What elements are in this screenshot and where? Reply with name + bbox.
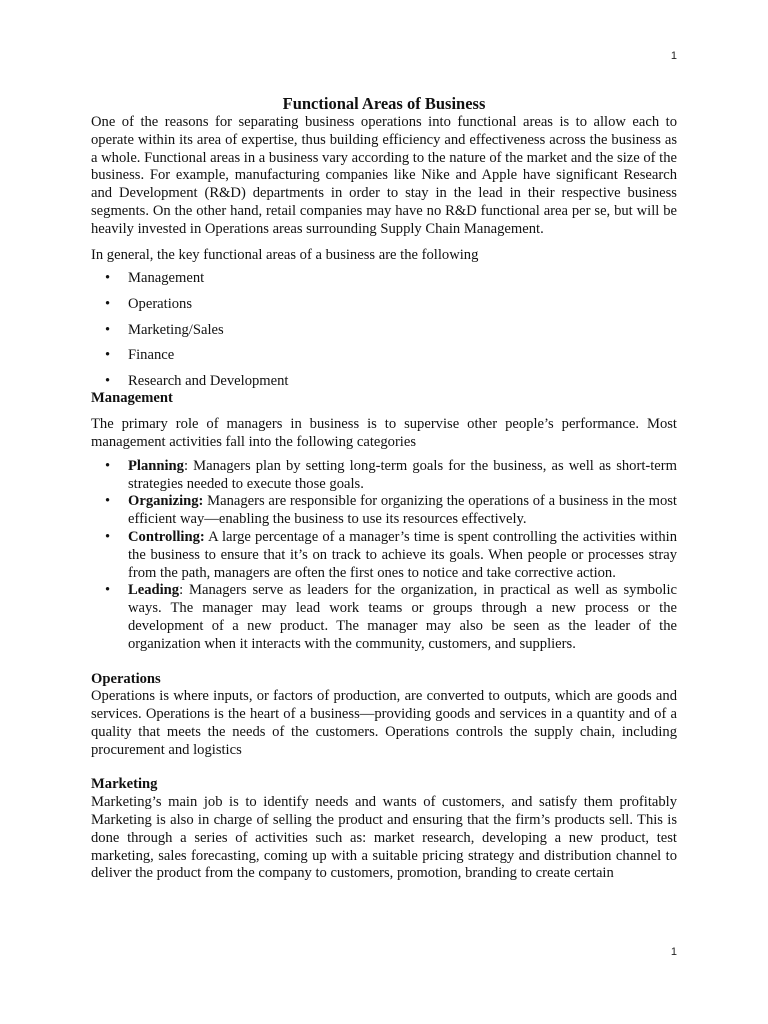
areas-lead-paragraph: In general, the key functional areas of a business are the following — [91, 246, 479, 263]
operations-heading: Operations — [91, 670, 161, 687]
intro-paragraph: One of the reasons for separating business operations into functional areas is to allow each to operate within its area of expertise, thus building efficiency and effectiveness across the business as a whole. Functional areas in a business vary according to the nature of the market and the size of the business. For example, manufacturing companies like Nike and Apple have significant Research and Development (R&D) departments in order to stay in the lead in their respective business segments. On the other hand, retail companies may have no R&D functional area per se, but will be heavily invested in Operations areas surrounding Supply Chain Management. — [91, 114, 677, 237]
management-intro: The primary role of managers in business is to supervise other people’s performance. Most management activities fall into the following categories — [91, 416, 677, 450]
management-heading: Management — [91, 390, 173, 407]
list-item: • Management — [91, 270, 677, 296]
list-item — [91, 458, 677, 494]
list-item — [91, 529, 677, 582]
activity-text: Managers are responsible for organizing the operations of a business in the most efficient way—enabling the business to use its resources effectively. — [128, 493, 677, 528]
list-item: • Operations — [91, 296, 677, 322]
marketing-heading: Marketing — [91, 776, 158, 793]
document-title: Functional Areas of Business — [282, 94, 486, 113]
activity-term: Planning — [128, 457, 184, 474]
list-item: • Marketing/Sales — [91, 322, 677, 348]
management-activities-list — [91, 458, 677, 654]
list-item — [91, 493, 677, 529]
document-body — [91, 94, 677, 883]
activity-text: Managers serve as leaders for the organization, in practical as well as symbolic ways. The manager may lead work teams or groups through a new process or the development of a new product. The manager may also be seen as the leader of the organization when it interacts with the community, customers, and suppliers. — [128, 582, 677, 652]
activity-separator: : — [179, 582, 184, 599]
activity-separator: : — [183, 457, 189, 474]
activity-text: Managers plan by setting long-term goals for the business, as well as short-term strategies needed to execute those goals. — [128, 457, 677, 492]
list-item — [91, 582, 677, 653]
activity-text: A large percentage of a manager’s time is spent controlling the activities within the business to ensure that it’s on track to achieve its goals. When people or processes stray from the path, managers are often the first ones to notice and take corrective action. — [128, 528, 677, 581]
list-item: • Finance — [91, 347, 677, 373]
functional-areas-list — [91, 270, 677, 398]
page-number-footer: 1 — [670, 946, 677, 958]
activity-term: Organizing: — [128, 493, 204, 510]
marketing-paragraph: Marketing’s main job is to identify needs and wants of customers, and satisfy them profitably Marketing is also in charge of selling the product and ensuring that the firm’s products sell. This is done through a series of activities such as: market research, developing a new product, test marketing, sales forecasting, coming up with a suitable pricing strategy and distribution channel to deliver the product from the company to customers, promotion, branding to create certain — [91, 794, 677, 882]
list-item: • Research and Development — [91, 373, 677, 399]
activity-term: Controlling: — [128, 528, 205, 545]
activity-term: Leading — [128, 582, 180, 599]
operations-paragraph: Operations is where inputs, or factors of production, are converted to outputs, which are goods and services. Operations is the heart of a business—providing goods and services in a quantity and of a quality that meets the needs of the customers. Operations controls the supply chain, including procurement and logistics — [91, 688, 677, 758]
page-number-header: 1 — [670, 50, 677, 62]
